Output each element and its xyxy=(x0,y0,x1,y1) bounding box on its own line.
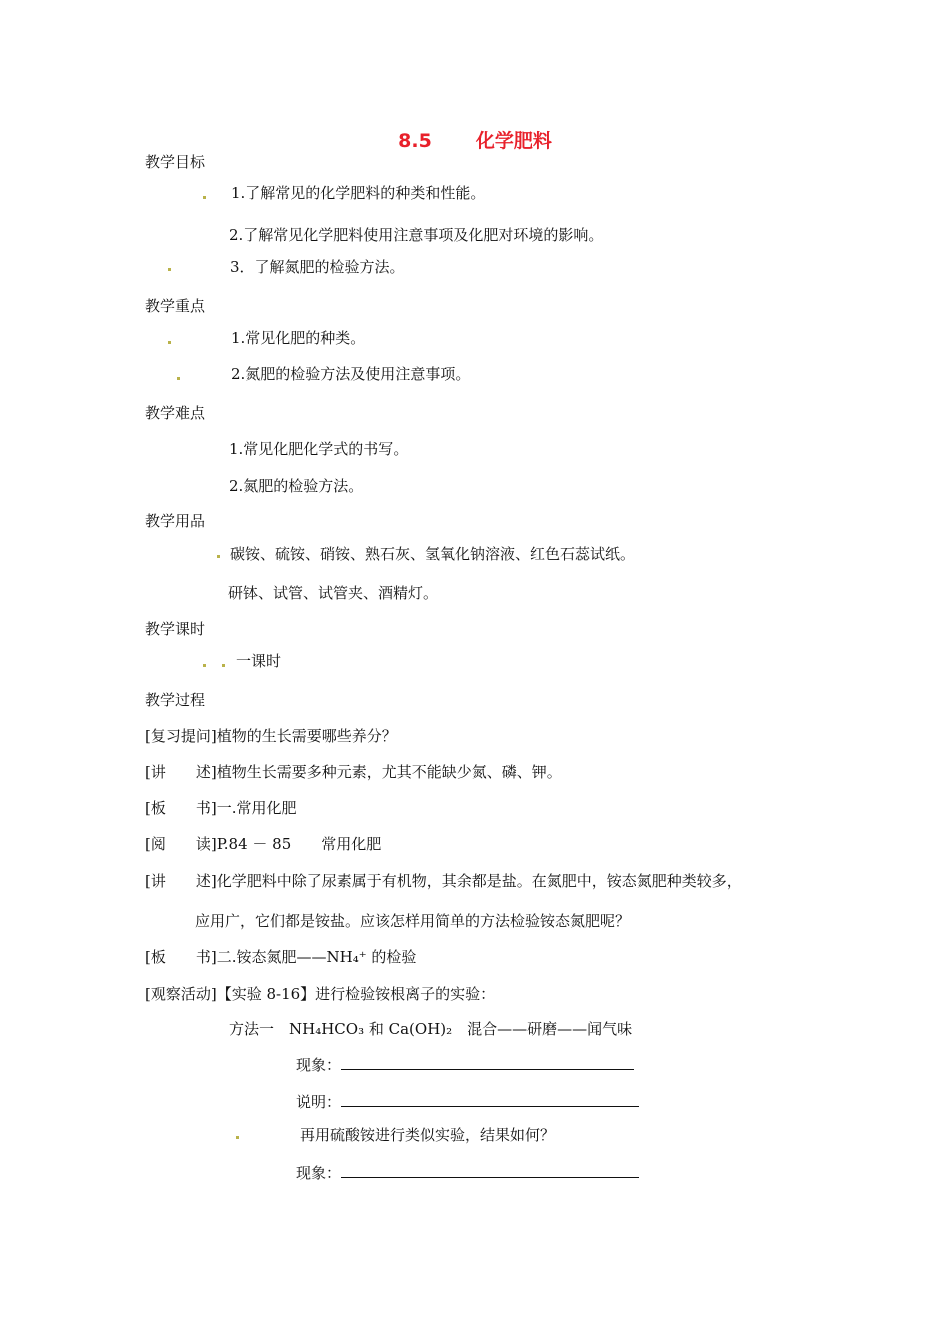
process-line xyxy=(145,762,562,782)
followup-question: 再用硫酸铵进行类似实验，结果如何？ xyxy=(300,1126,556,1144)
section-number: 8.5 xyxy=(398,130,432,152)
process-tag: [板 书] xyxy=(145,948,217,966)
process-line xyxy=(145,984,495,1004)
phenomenon-label: 现象： xyxy=(296,1056,342,1074)
scan-speck xyxy=(168,268,171,271)
process-tag: [阅 读] xyxy=(145,835,217,853)
process-text: 一.常用化肥 xyxy=(216,799,297,817)
process-text: 应用广，它们都是铵盐。应该怎样用简单的方法检验铵态氮肥呢？ xyxy=(195,912,631,930)
scan-speck xyxy=(222,664,225,667)
phenomenon-blank[interactable] xyxy=(341,1055,634,1070)
supplies-item: 研钵、试管、试管夹、酒精灯。 xyxy=(228,584,439,602)
process-tag: [板 书] xyxy=(145,799,217,817)
process-text: P.84 － 85 常用化肥 xyxy=(216,835,382,853)
process-line xyxy=(145,798,297,818)
process-tag: [观察活动] xyxy=(145,985,217,1003)
scan-speck xyxy=(168,341,171,344)
process-text: 二.铵态氮肥——NH₄⁺ 的检验 xyxy=(216,948,417,966)
process-tag: [讲 述] xyxy=(145,872,217,890)
process-heading: 教学过程 xyxy=(145,691,206,709)
explanation-blank[interactable] xyxy=(341,1092,639,1107)
difficulty-item: 2.氮肥的检验方法。 xyxy=(229,477,364,495)
process-line xyxy=(195,911,630,931)
difficulty-item: 1.常见化肥化学式的书写。 xyxy=(229,440,409,458)
process-line xyxy=(145,834,381,854)
key-points-heading: 教学重点 xyxy=(145,297,206,315)
method-one: 方法一 NH₄HCO₃ 和 Ca(OH)₂ 混合——研磨——闻气味 xyxy=(229,1020,633,1038)
process-line xyxy=(145,871,742,891)
periods-heading: 教学课时 xyxy=(145,620,206,638)
periods-item: 一课时 xyxy=(236,652,282,670)
scan-speck xyxy=(203,196,206,199)
process-text: 【实验 8-16】进行检验铵根离子的实验： xyxy=(216,985,496,1003)
phenomenon2-row xyxy=(296,1163,639,1183)
section-title: 化学肥料 xyxy=(475,130,552,152)
process-line xyxy=(145,726,397,746)
scan-speck xyxy=(236,1136,239,1139)
scan-speck xyxy=(203,664,206,667)
phenomenon2-label: 现象： xyxy=(296,1164,342,1182)
difficulties-heading: 教学难点 xyxy=(145,404,206,422)
scan-speck xyxy=(217,555,220,558)
process-tag: [讲 述] xyxy=(145,763,217,781)
process-line xyxy=(145,947,416,967)
objective-item: 3．了解氮肥的检验方法。 xyxy=(230,258,405,276)
page-title xyxy=(0,126,950,153)
objectives-heading: 教学目标 xyxy=(145,153,206,171)
scan-speck xyxy=(177,377,180,380)
explanation-label: 说明： xyxy=(296,1093,342,1111)
key-point-item: 2.氮肥的检验方法及使用注意事项。 xyxy=(231,365,471,383)
process-text: 植物的生长需要哪些养分？ xyxy=(216,727,397,745)
phenomenon2-blank[interactable] xyxy=(341,1163,639,1178)
objective-item: 1.了解常见的化学肥料的种类和性能。 xyxy=(231,184,486,202)
supplies-heading: 教学用品 xyxy=(145,512,206,530)
objective-item: 2.了解常见化学肥料使用注意事项及化肥对环境的影响。 xyxy=(229,226,604,244)
process-tag: [复习提问] xyxy=(145,727,217,745)
phenomenon-row xyxy=(296,1055,634,1075)
key-point-item: 1.常见化肥的种类。 xyxy=(231,329,366,347)
supplies-item: 碳铵、硫铵、硝铵、熟石灰、氢氧化钠溶液、红色石蕊试纸。 xyxy=(230,545,636,563)
process-text: 化学肥料中除了尿素属于有机物，其余都是盐。在氮肥中，铵态氮肥种类较多， xyxy=(216,872,742,890)
process-text: 植物生长需要多种元素，尤其不能缺少氮、磷、钾。 xyxy=(216,763,562,781)
explanation-row xyxy=(296,1092,639,1112)
